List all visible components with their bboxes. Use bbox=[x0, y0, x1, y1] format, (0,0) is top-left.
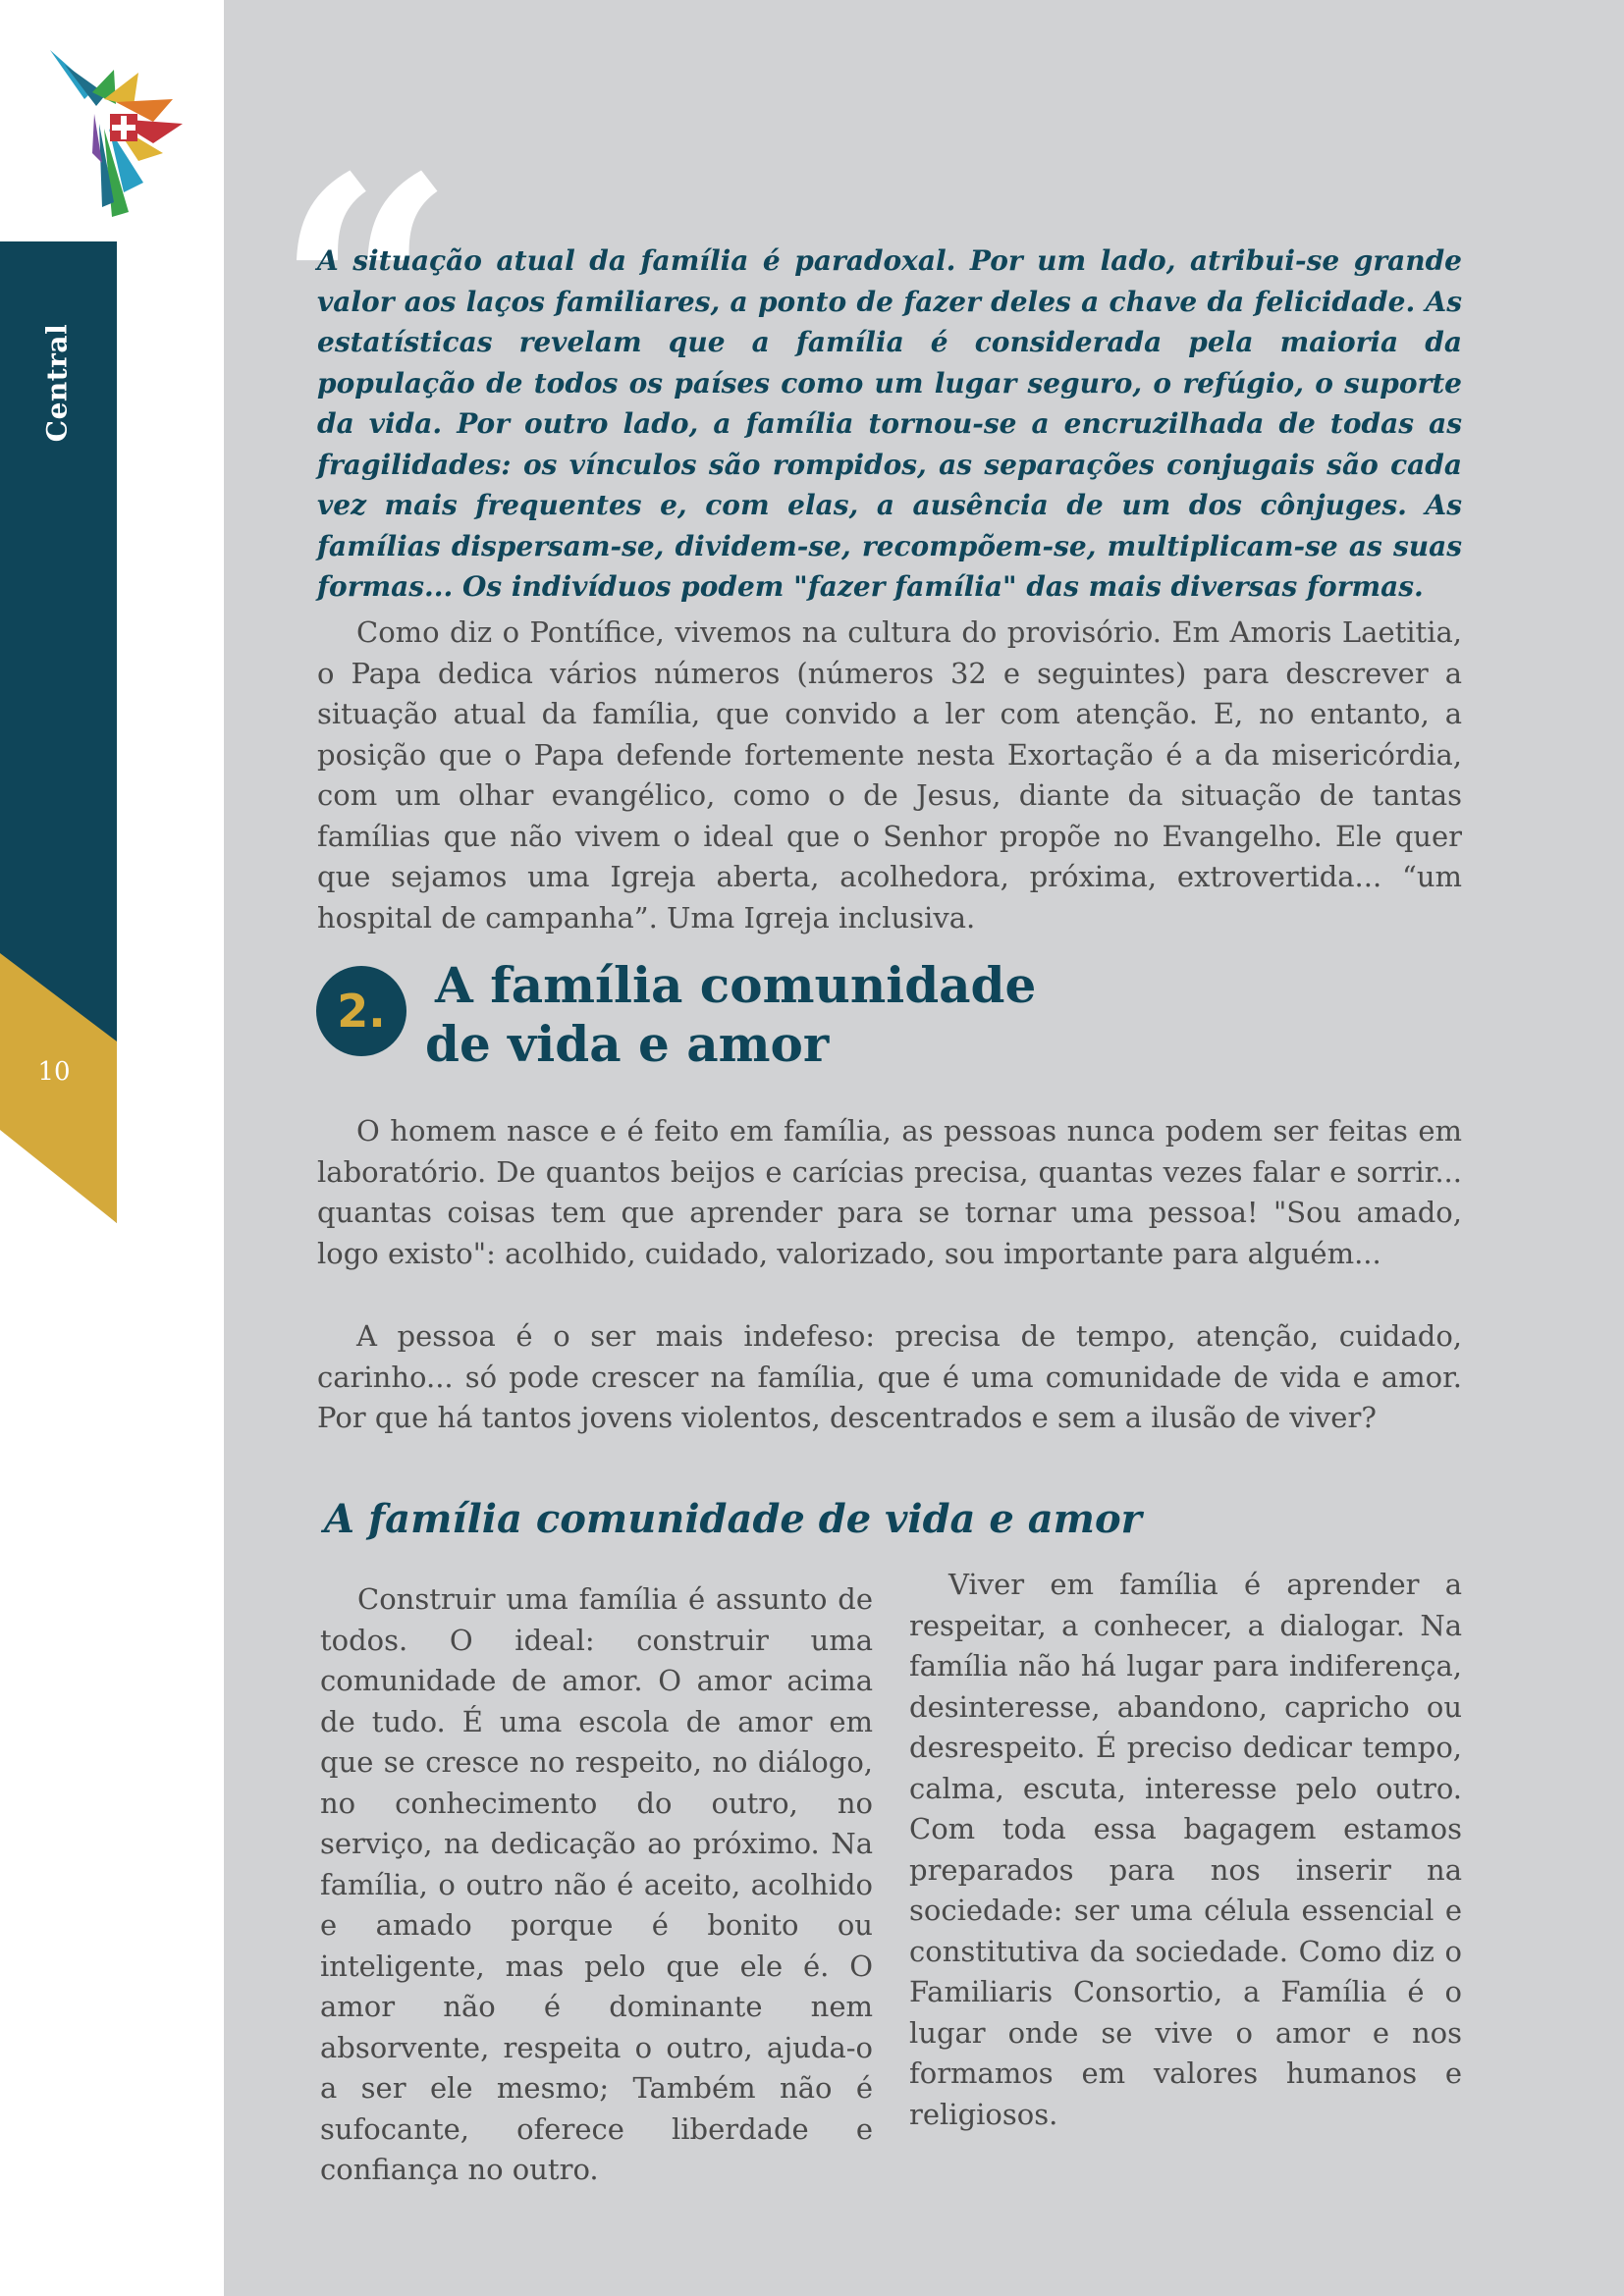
pull-quote: A situação atual da família é paradoxal. Por um lado, atribui-se grande valor aos laços familiares, a ponto de fazer deles a chave da felicidade. As estatísticas revelam que a família é considerada pela maioria da população de todos os países como um lugar seguro, o refúgio, o suporte da vida. Por outro lado, a família tornou-se a encruzilhada de todas as fragilidades: os vínculos são rompidos, as separações conjugais são cada vez mais frequentes e, com elas, a ausência de um dos cônjuges. As famílias dispersam-se, dividem-se, recompõem-se, multiplicam-se as suas formas... Os indivíduos podem "fazer família" das mais diversas formas. bbox=[317, 244, 1462, 603]
body-paragraph: A pessoa é o ser mais indefeso: precisa de tempo, atenção, cuidado, carinho... só pode crescer na família, que é uma comunidade de vida e amor. Por que há tantos jovens violentos, descentrados e sem a ilusão de viver? bbox=[317, 1319, 1462, 1434]
section-title-line-2: de vida e amor bbox=[425, 1015, 830, 1073]
section-tab-label: Central bbox=[40, 323, 74, 443]
page-number: 10 bbox=[37, 1057, 71, 1087]
section-title bbox=[425, 956, 1211, 1074]
section-number: 2. bbox=[337, 985, 386, 1038]
column-right-paragraph: Viver em família é aprender a respeitar, a conhecer, a dialogar. Na família não há lugar para indiferença, desinteresse, abandono, capricho ou desrespeito. É preciso dedicar tempo, calma, escuta, interesse pelo outro. Com toda essa bagagem estamos preparados para nos inserir na sociedade: ser uma célula essencial e constitutiva da sociedade. Como diz o Familiaris Consortio, a Família é o lugar onde se vive o amor e nos formamos em valores humanos e religiosos. bbox=[909, 1568, 1462, 2131]
section-number-badge bbox=[316, 966, 406, 1056]
quote-mark-icon: “ bbox=[275, 110, 457, 478]
body-paragraph: O homem nasce e é feito em família, as pessoas nunca podem ser feitas em laboratório. De quantos beijos e carícias precisa, quantas vezes falar e sorrir... quantas coisas tem que aprender para se tornar uma pessoa! "Sou amado, logo existo": acolhido, cuidado, valorizado, sou importante para alguém... bbox=[317, 1114, 1462, 1270]
subheading: A família comunidade de vida e amor bbox=[324, 1496, 1142, 1542]
intro-paragraph: Como diz o Pontífice, vivemos na cultura do provisório. Em Amoris Laetitia, o Papa dedica vários números (números 32 e seguintes) para descrever a situação atual da família, que convido a ler com atenção. E, no entanto, a posição que o Papa defende fortemente nesta Exortação é a da misericórdia, com um olhar evangélico, como o de Jesus, diante da situação de tantas famílias que não vivem o ideal que o Senhor propõe no Evangelho. Ele quer que sejamos uma Igreja aberta, acolhedora, próxima, extrovertida... “um hospital de campanha”. Uma Igreja inclusiva. bbox=[317, 615, 1462, 934]
south-america-cross-logo-icon bbox=[45, 45, 192, 222]
column-left-paragraph: Construir uma família é assunto de todos. O ideal: construir uma comunidade de amor. O amor acima de tudo. É uma escola de amor em que se cresce no respeito, no diálogo, no conhecimento do outro, no serviço, na dedicação ao próximo. Na família, o outro não é aceito, acolhido e amado porque é bonito ou inteligente, mas pelo que ele é. O amor não é dominante nem absorvente, respeita o outro, ajuda-o a ser ele mesmo; Também não é sufocante, oferece liberdade e confiança no outro. bbox=[320, 1582, 873, 2186]
section-title-line-1: A família comunidade bbox=[435, 956, 1037, 1014]
